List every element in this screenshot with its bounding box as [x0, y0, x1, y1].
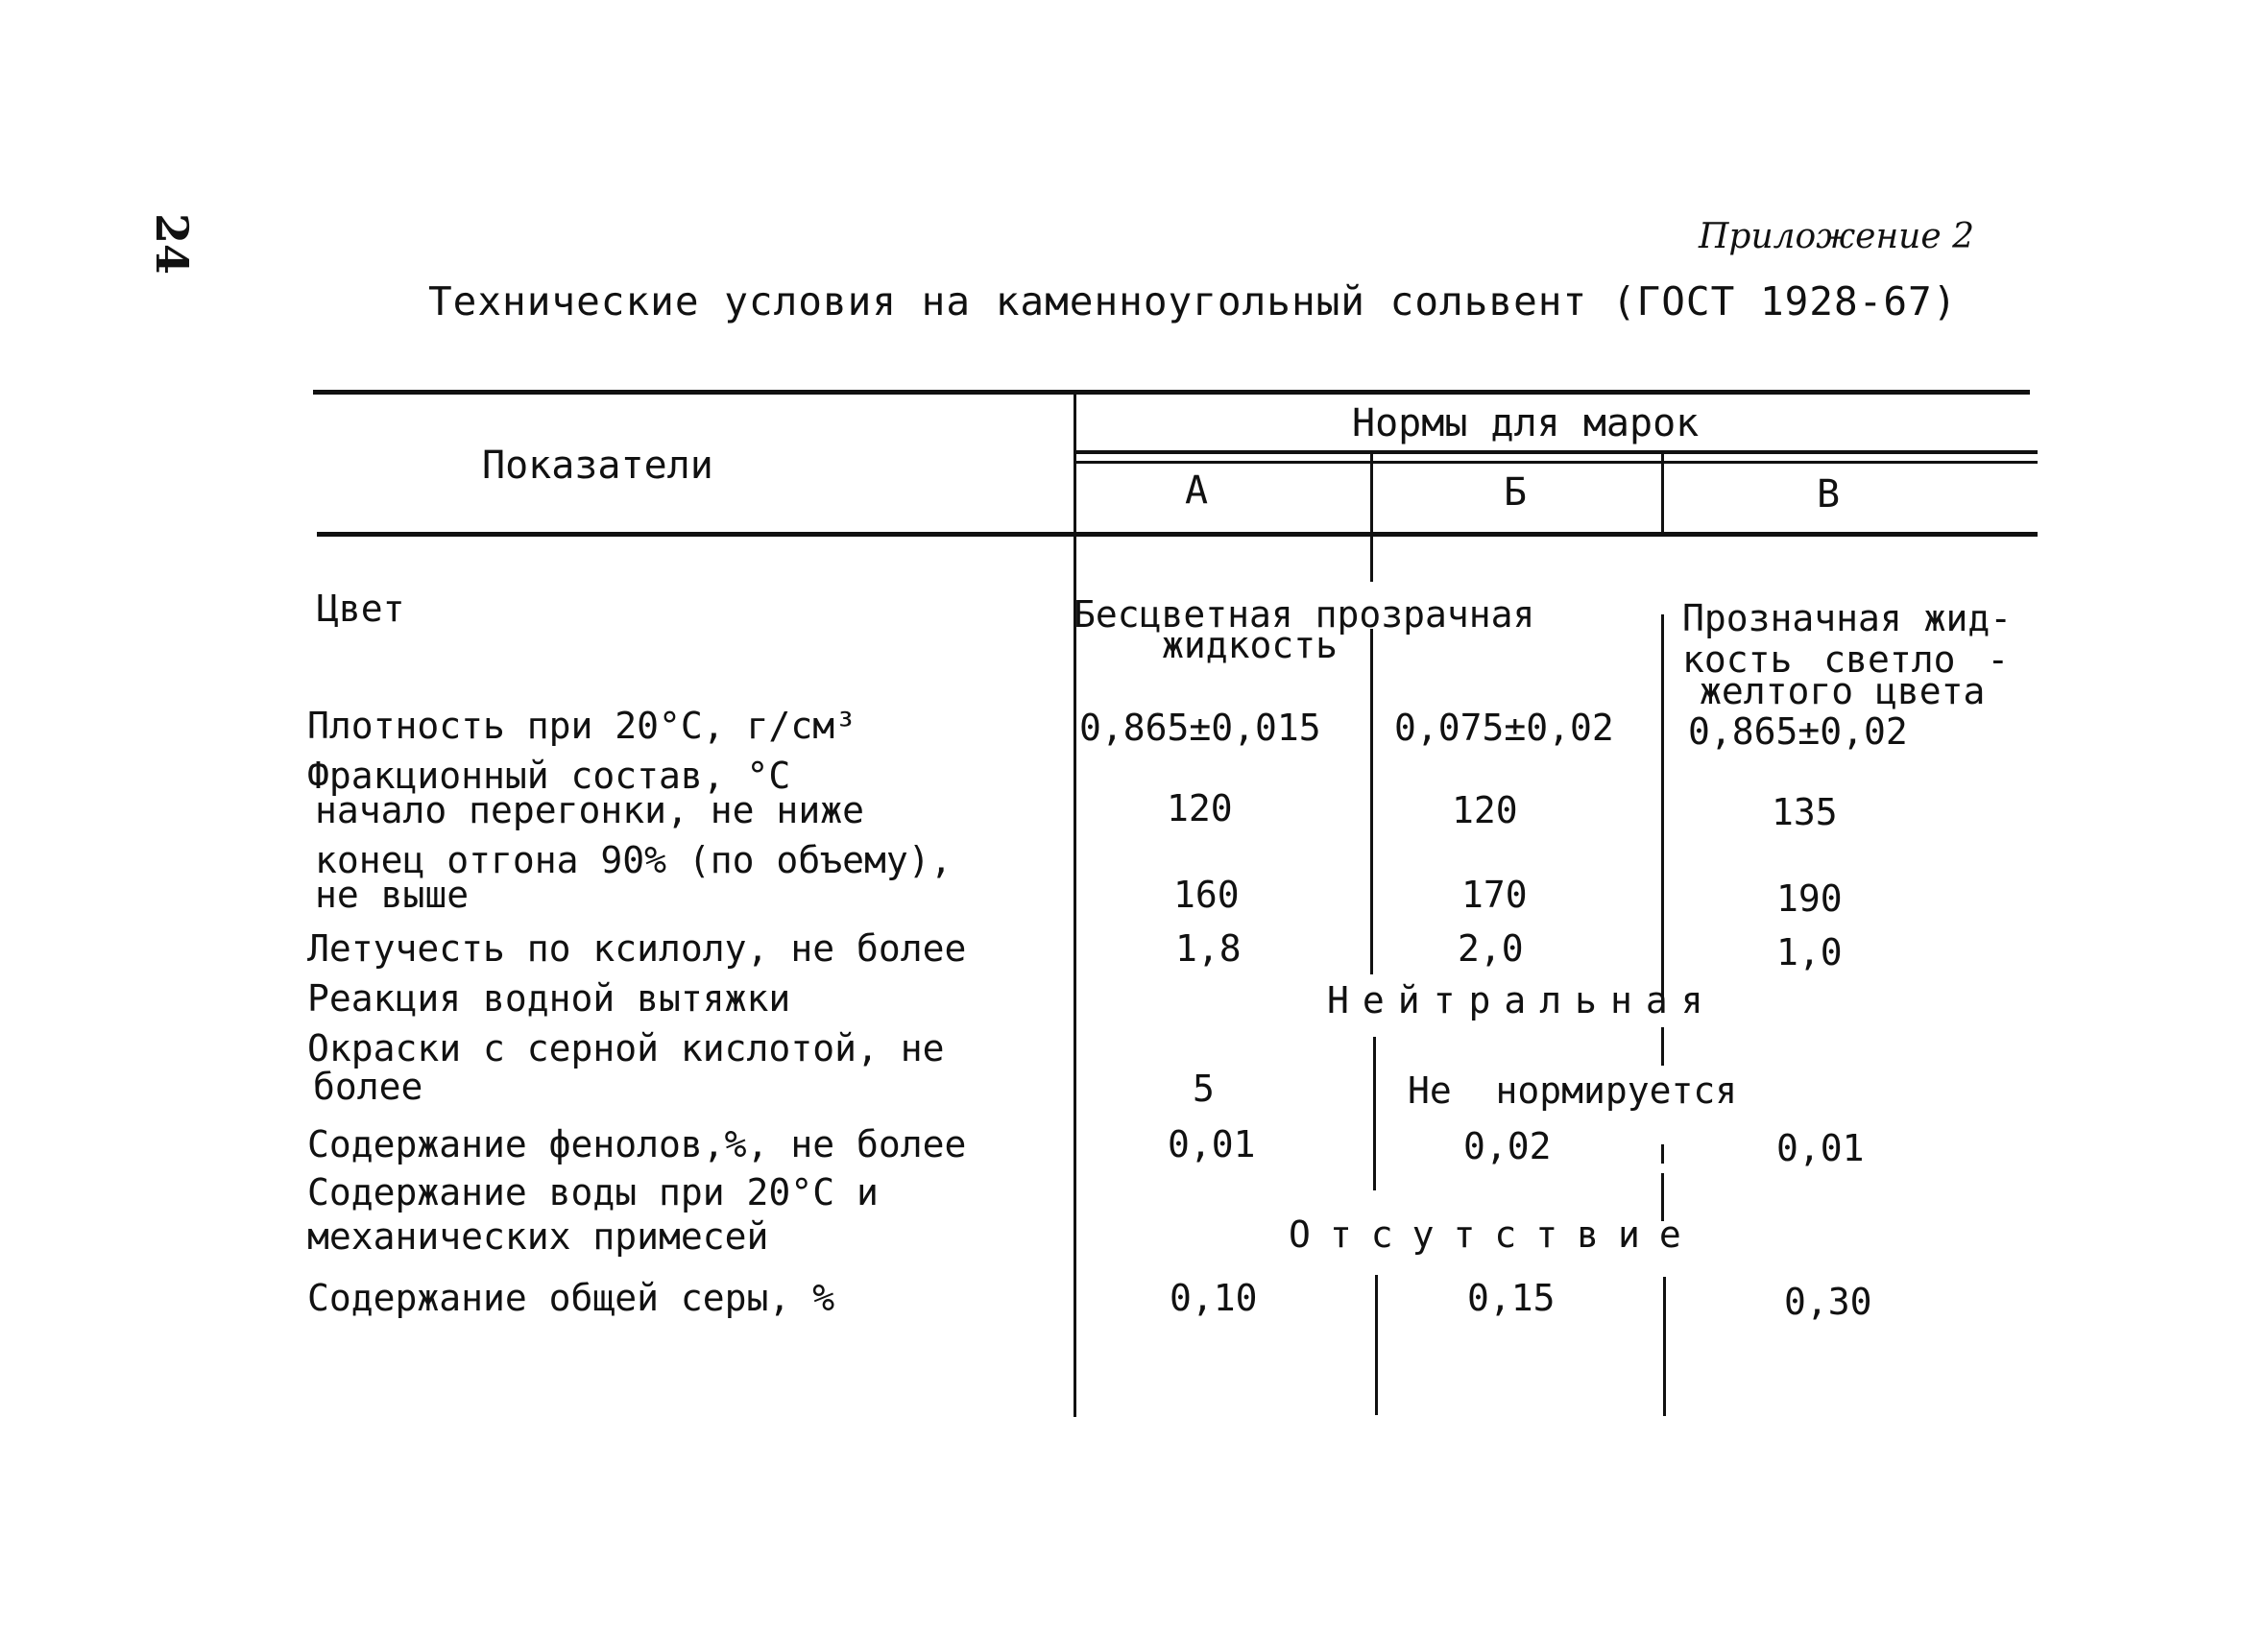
- acid-bc: Не нормируется: [1408, 1069, 1738, 1112]
- row-label-water-2: механических примесей: [307, 1215, 769, 1258]
- page-number: 24: [146, 213, 198, 276]
- row-label-end-1: конец отгона 90% (по объему),: [315, 839, 953, 881]
- column-divider-ab-2: [1370, 629, 1373, 974]
- header-grade-c: В: [1817, 472, 1841, 516]
- sulfur-b: 0,15: [1467, 1277, 1556, 1319]
- header-grade-a: А: [1185, 468, 1209, 513]
- norms-under-rule: [1075, 450, 2038, 454]
- header-bottom-rule: [317, 532, 2038, 537]
- grades-under-rule: [1075, 461, 2038, 464]
- row-label-start: начало перегонки, не ниже: [315, 789, 864, 831]
- density-a: 0,865±0,015: [1079, 707, 1321, 749]
- column-divider-main: [1074, 390, 1076, 1417]
- column-divider-ab-4: [1375, 1275, 1378, 1415]
- end-a: 160: [1173, 874, 1240, 916]
- water-value: Отсутствие: [1289, 1213, 1701, 1256]
- column-divider-bc-4: [1661, 1144, 1664, 1164]
- density-c: 0,865±0,02: [1688, 710, 1908, 753]
- row-label-reaction: Реакция водной вытяжки: [307, 977, 791, 1020]
- table-top-rule: [313, 390, 2030, 395]
- color-c-line1: Прозначная жид-: [1682, 597, 2013, 639]
- volatility-c: 1,0: [1776, 931, 1843, 973]
- phenols-c: 0,01: [1776, 1127, 1865, 1169]
- color-c-line2: кость светло -: [1682, 638, 2010, 681]
- column-divider-ab-header: [1370, 453, 1373, 534]
- row-label-density: Плотность при 20°С, г/см³: [307, 705, 857, 747]
- column-divider-ab-1: [1370, 536, 1373, 582]
- sulfur-a: 0,10: [1170, 1277, 1258, 1319]
- header-norms: Нормы для марок: [1352, 401, 1700, 445]
- end-c: 190: [1776, 877, 1843, 920]
- header-grade-b: Б: [1504, 470, 1528, 515]
- row-label-phenols: Содержание фенолов,%, не более: [307, 1123, 967, 1165]
- column-divider-bc-2: [1661, 614, 1664, 1003]
- color-ab-line2: жидкость: [1162, 624, 1339, 666]
- row-label-volatility: Летучесть по ксилолу, не более: [307, 927, 967, 970]
- start-c: 135: [1772, 791, 1838, 833]
- document-title: Технические условия на каменноугольный сольвент (ГОСТ 1928-67): [428, 278, 1958, 324]
- sulfur-c: 0,30: [1784, 1281, 1872, 1323]
- color-c-line3: желтого цвета: [1700, 670, 1986, 712]
- row-label-water-1: Содержание воды при 20°С и: [307, 1171, 879, 1213]
- start-a: 120: [1167, 787, 1233, 829]
- row-label-end-2: не выше: [315, 874, 470, 916]
- density-b: 0,075±0,02: [1394, 707, 1614, 749]
- column-divider-bc-3: [1661, 1027, 1664, 1066]
- end-b: 170: [1461, 874, 1528, 916]
- header-indicators: Показатели: [482, 444, 713, 488]
- acid-a: 5: [1193, 1068, 1215, 1110]
- phenols-b: 0,02: [1463, 1125, 1552, 1167]
- start-b: 120: [1452, 789, 1518, 831]
- reaction-value: Нейтральная: [1327, 979, 1717, 1021]
- column-divider-ab-3: [1373, 1037, 1376, 1190]
- appendix-label: Приложение 2: [1699, 217, 1974, 256]
- volatility-a: 1,8: [1175, 927, 1242, 970]
- row-label-acid-2: более: [313, 1066, 423, 1108]
- volatility-b: 2,0: [1458, 927, 1524, 970]
- column-divider-bc-6: [1663, 1277, 1666, 1416]
- row-label-acid-1: Окраски с серной кислотой, не: [307, 1027, 945, 1069]
- row-label-fraction: Фракционный состав, °С: [307, 755, 791, 797]
- row-label-sulfur: Содержание общей серы, %: [307, 1277, 835, 1319]
- row-label-color: Цвет: [317, 588, 405, 630]
- column-divider-bc-header: [1661, 453, 1664, 534]
- phenols-a: 0,01: [1168, 1123, 1256, 1165]
- color-ab-line1: Бесцветная прозрачная: [1074, 593, 1535, 636]
